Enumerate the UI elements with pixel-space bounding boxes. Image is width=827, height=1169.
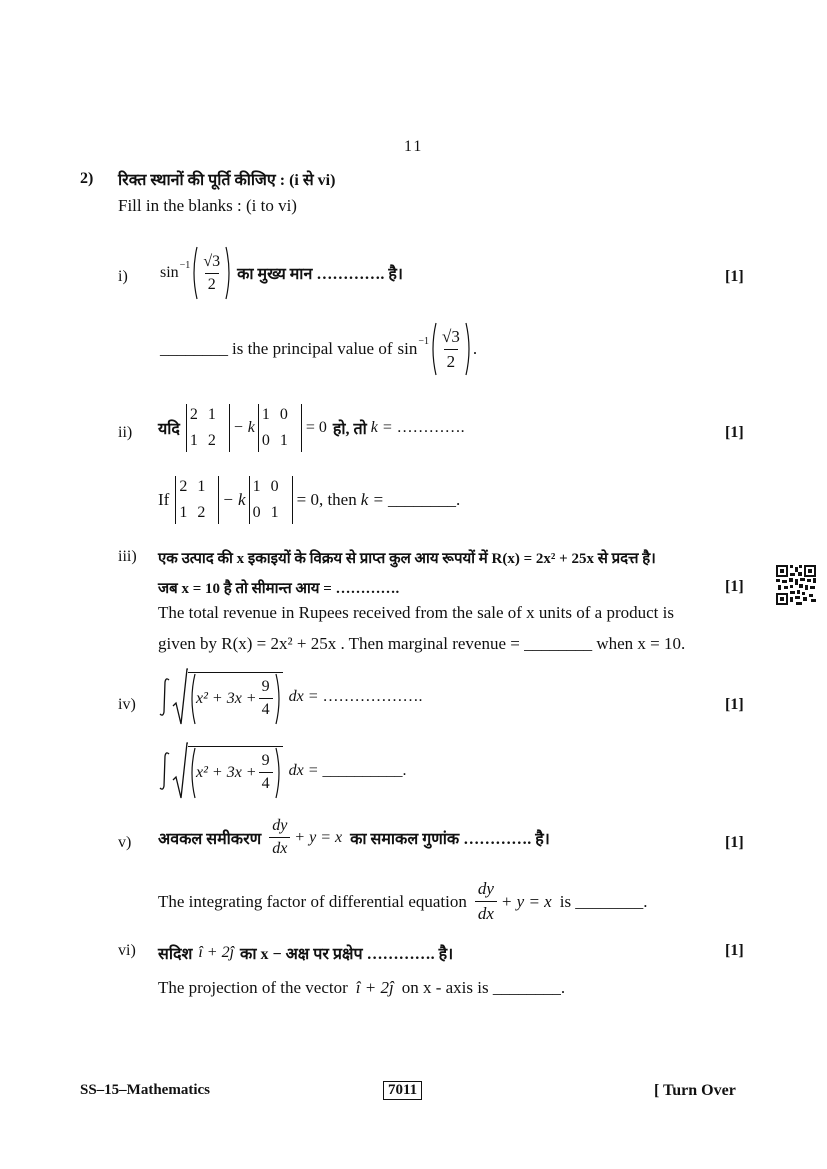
qr-code-icon	[776, 565, 816, 605]
cell: 0	[261, 432, 270, 449]
determinant-2	[258, 404, 302, 452]
minus-k: − k	[222, 490, 246, 509]
sqrt-sign	[172, 742, 188, 800]
cell: 1	[189, 432, 198, 449]
numerator: 9	[261, 678, 270, 695]
determinant-2	[249, 476, 293, 524]
determinant-1	[186, 404, 230, 452]
denominator: dx	[475, 901, 497, 924]
cell: 1	[279, 432, 288, 449]
english-text: is the principal value of	[232, 339, 393, 358]
item-iv-hindi	[158, 668, 423, 726]
k-equals: k =	[360, 490, 385, 509]
item-ii-english	[158, 476, 460, 524]
numerator: 9	[261, 752, 270, 769]
item-v-english	[158, 879, 648, 924]
dx-equals: dx =	[288, 688, 319, 705]
integral-sign	[158, 751, 172, 791]
radicand	[188, 746, 283, 799]
dots: ………….	[396, 419, 465, 436]
item-v-marks: [1]	[725, 834, 744, 851]
cell: 0	[270, 478, 279, 495]
hindi-prefix: यदि	[158, 421, 180, 438]
period: .	[472, 339, 478, 358]
vector: î + 2ĵ	[198, 944, 235, 961]
denominator: 2	[205, 273, 219, 294]
item-i-marks: [1]	[725, 268, 744, 285]
hindi-prefix: अवकल समीकरण	[158, 830, 262, 848]
right-paren	[275, 673, 283, 725]
footer-turn-over: [ Turn Over	[654, 1082, 736, 1099]
item-ii-marks: [1]	[725, 424, 744, 441]
item-iii-hindi-line1: एक उत्पाद की x इकाइयों के विक्रय से प्राप्त कुल आय रूपयों में R(x) = 2x² + 25x से प्रदत्त है।	[158, 551, 656, 567]
item-i-hindi	[160, 246, 403, 300]
item-vi-label: vi)	[118, 942, 136, 959]
left-paren	[429, 322, 437, 376]
sqrt-sign	[172, 668, 188, 726]
footer-subject: SS–15–Mathematics	[80, 1082, 210, 1098]
cell: 1	[252, 478, 261, 495]
dots: ……………….	[322, 688, 423, 705]
item-i-label: i)	[118, 268, 128, 285]
fraction	[259, 678, 273, 719]
item-vi-english	[158, 978, 565, 998]
sin-fn: sin	[397, 339, 418, 358]
sin-fn: sin	[160, 264, 179, 281]
denominator: 2	[444, 349, 459, 372]
item-iii-marks: [1]	[725, 578, 744, 595]
derivative-fraction	[269, 817, 290, 858]
item-ii-hindi	[158, 404, 465, 452]
equals-zero: = 0	[305, 419, 327, 436]
cell: 1	[207, 406, 216, 423]
left-paren	[188, 747, 196, 799]
radicand	[188, 672, 283, 725]
item-iii-english-line2: given by R(x) = 2x² + 25x . Then marginal revenue = ________ when x = 10.	[158, 634, 686, 653]
hindi-suffix: का समाकल गुणांक …………. है।	[350, 830, 550, 848]
cell: 2	[189, 406, 198, 423]
answer-blank: ________.	[388, 490, 461, 509]
right-paren	[465, 322, 473, 376]
dx-equals: dx =	[288, 762, 319, 779]
numerator: √3	[203, 252, 221, 270]
numerator: √3	[442, 326, 460, 346]
numerator: dy	[477, 879, 494, 898]
item-v-hindi	[158, 817, 550, 858]
integral-sign	[158, 677, 172, 717]
item-vi-marks: [1]	[725, 942, 744, 959]
hindi-prefix: सदिश	[158, 946, 193, 963]
numerator: dy	[272, 817, 288, 834]
denominator: 4	[259, 698, 273, 719]
fraction	[259, 752, 273, 793]
english-suffix: is ________.	[559, 891, 648, 911]
question-title-hindi: रिक्त स्थानों की पूर्ति कीजिए : (i से vi)	[118, 172, 336, 189]
hindi-suffix: हो, तो	[332, 421, 367, 438]
equation-rest: + y = x	[294, 828, 343, 846]
item-iii-english-line1: The total revenue in Rupees received from the sale of x units of a product is	[158, 603, 674, 622]
hindi-text: का मुख्य मान …………. है।	[237, 266, 403, 283]
cell: 2	[179, 478, 188, 495]
item-iv-english	[158, 742, 407, 800]
minus-k: − k	[232, 419, 255, 436]
cell: 1	[270, 504, 279, 521]
integrand: x² + 3x +	[196, 689, 257, 707]
fraction	[200, 253, 223, 294]
english-suffix: on x - axis is ________.	[401, 978, 566, 997]
equation-rest: + y = x	[500, 891, 552, 911]
item-vi-hindi	[158, 942, 453, 964]
item-ii-label: ii)	[118, 424, 133, 441]
english-prefix: The integrating factor of differential equation	[158, 891, 467, 911]
left-paren	[188, 673, 196, 725]
cell: 0	[252, 504, 261, 521]
denominator: dx	[269, 837, 290, 858]
derivative-fraction	[475, 879, 497, 924]
inverse-sup: −1	[418, 335, 429, 347]
fraction	[439, 327, 463, 372]
cell: 2	[197, 504, 206, 521]
item-iii-hindi-line2: जब x = 10 है तो सीमान्त आय = ………….	[158, 581, 400, 597]
item-iii-label: iii)	[118, 548, 137, 565]
english-suffix: , then	[318, 490, 357, 509]
left-paren	[190, 246, 198, 300]
hindi-suffix: का x − अक्ष पर प्रक्षेप …………. है।	[240, 946, 454, 963]
determinant-1	[175, 476, 219, 524]
question-number: 2)	[80, 170, 94, 187]
cell: 1	[197, 478, 206, 495]
cell: 2	[207, 432, 216, 449]
cell: 0	[279, 406, 288, 423]
page-number: 11	[404, 138, 424, 155]
right-paren	[275, 747, 283, 799]
english-prefix: The projection of the vector	[158, 978, 348, 997]
item-iv-label: iv)	[118, 696, 136, 713]
cell: 1	[261, 406, 270, 423]
answer-blank: __________.	[322, 762, 407, 779]
right-paren	[225, 246, 233, 300]
denominator: 4	[259, 772, 273, 793]
item-v-label: v)	[118, 834, 132, 851]
inverse-sup: −1	[179, 259, 191, 271]
item-iv-marks: [1]	[725, 696, 744, 713]
footer-code: 7011	[383, 1081, 422, 1100]
vector: î + 2ĵ	[355, 978, 394, 997]
integrand: x² + 3x +	[196, 763, 257, 781]
cell: 1	[179, 504, 188, 521]
k-equals: k =	[370, 419, 393, 436]
answer-blank: ________	[160, 339, 228, 358]
item-i-english	[160, 322, 477, 376]
english-prefix: If	[158, 490, 170, 509]
equals-zero: = 0	[296, 490, 319, 509]
question-title-english: Fill in the blanks : (i to vi)	[118, 196, 297, 215]
